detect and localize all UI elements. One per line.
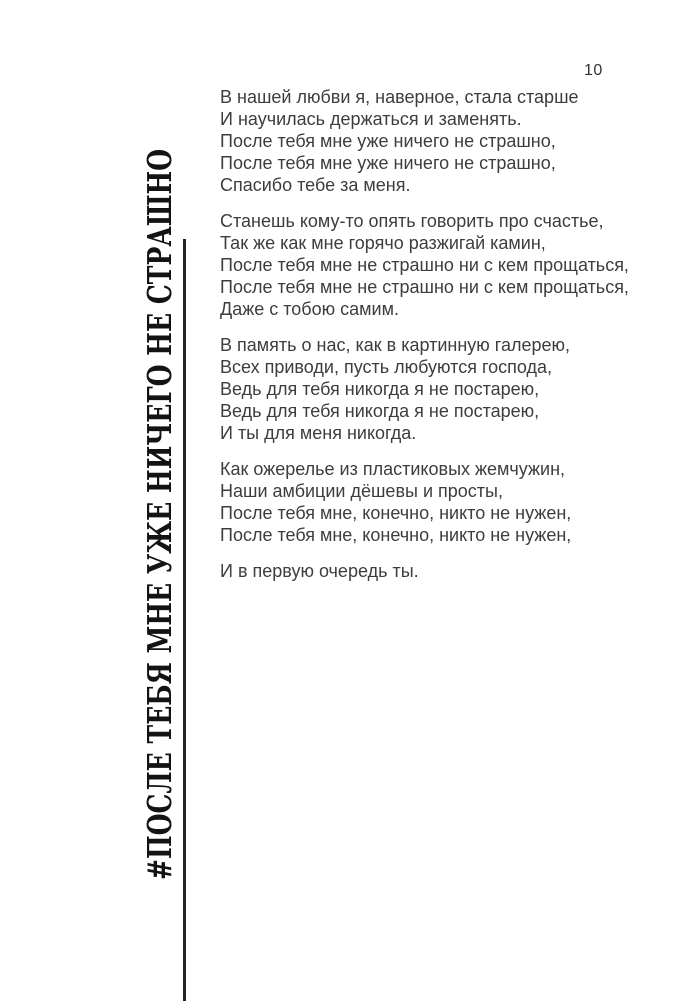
lyrics-block bbox=[220, 86, 650, 596]
lyrics-final-line bbox=[220, 560, 650, 582]
lyrics-stanza-1 bbox=[220, 86, 650, 196]
vertical-divider-rule bbox=[183, 239, 186, 1001]
lyric-line: Ведь для тебя никогда я не постарею, bbox=[220, 379, 540, 399]
lyric-line: Даже с тобою самим. bbox=[220, 299, 399, 319]
lyric-line: После тебя мне уже ничего не страшно, bbox=[220, 131, 556, 151]
lyric-line: После тебя мне уже ничего не страшно, bbox=[220, 153, 556, 173]
page-number: 10 bbox=[584, 62, 603, 79]
lyrics-stanza-4 bbox=[220, 458, 650, 546]
lyric-line: Наши амбиции дёшевы и просты, bbox=[220, 481, 503, 501]
lyric-line: После тебя мне не страшно ни с кем прощаться, bbox=[220, 277, 629, 297]
lyric-line: После тебя мне не страшно ни с кем прощаться, bbox=[220, 255, 629, 275]
lyric-line: Всех приводи, пусть любуются господа, bbox=[220, 357, 553, 377]
lyric-line: Как ожерелье из пластиковых жемчужин, bbox=[220, 459, 566, 479]
lyric-line: И научилась держаться и заменять. bbox=[220, 109, 522, 129]
lyric-line: В нашей любви я, наверное, стала старше bbox=[220, 87, 579, 107]
lyric-line: В память о нас, как в картинную галерею, bbox=[220, 335, 570, 355]
lyric-line: Так же как мне горячо разжигай камин, bbox=[220, 233, 546, 253]
lyrics-stanza-2 bbox=[220, 210, 650, 320]
lyrics-stanza-3 bbox=[220, 334, 650, 444]
chapter-title-vertical: #ПОСЛЕ ТЕБЯ МНЕ УЖЕ НИЧЕГО НЕ СТРАШНО bbox=[140, 148, 179, 880]
lyric-line: И ты для меня никогда. bbox=[220, 423, 417, 443]
lyric-line: После тебя мне, конечно, никто не нужен, bbox=[220, 503, 572, 523]
lyric-line: Спасибо тебе за меня. bbox=[220, 175, 411, 195]
lyric-line: Станешь кому-то опять говорить про счастье, bbox=[220, 211, 604, 231]
lyric-line: Ведь для тебя никогда я не постарею, bbox=[220, 401, 540, 421]
lyric-line: И в первую очередь ты. bbox=[220, 561, 419, 581]
lyric-line: После тебя мне, конечно, никто не нужен, bbox=[220, 525, 572, 545]
